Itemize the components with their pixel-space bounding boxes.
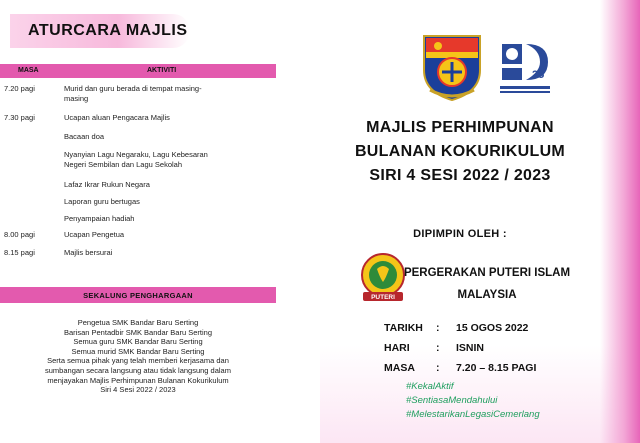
row-activity-line: Nyanyian Lagu Negaraku, Lagu Kebesaran <box>64 150 208 159</box>
row-activity-line: Laporan guru bertugas <box>64 197 140 206</box>
organizer-name <box>402 262 572 306</box>
row-activity <box>64 150 286 170</box>
row-activity <box>64 132 286 142</box>
row-activity <box>64 197 286 207</box>
row-activity <box>64 230 286 240</box>
row-activity-line: masing <box>64 94 89 103</box>
header-aktiviti: AKTIVITI <box>147 67 177 74</box>
organizer-line: PERGERAKAN PUTERI ISLAM <box>403 267 571 279</box>
hashtag: #KekalAktif <box>406 381 454 392</box>
row-activity-line: Murid dan guru berada di tempat masing- <box>64 84 202 93</box>
hashtag: #SentiasaMendahului <box>406 395 498 406</box>
row-activity <box>64 180 286 190</box>
event-title-line: BULANAN KOKURIKULUM <box>354 143 566 160</box>
schedule-header <box>0 64 276 78</box>
detail-colon: : <box>436 362 440 374</box>
anniversary-number: 25 <box>532 69 545 81</box>
row-activity-line: Lafaz Ikrar Rukun Negara <box>64 180 150 189</box>
pink-edge-band <box>600 0 640 443</box>
thanks-line: Barisan Pentadbir SMK Bandar Baru Serting <box>64 327 212 337</box>
row-time: 7.20 pagi <box>4 84 35 93</box>
header-masa: MASA <box>18 67 39 74</box>
thanks-line: Pengetua SMK Bandar Baru Serting <box>77 318 199 327</box>
organizer-line: MALAYSIA <box>457 289 517 301</box>
row-activity <box>64 113 286 123</box>
thanks-line: Siri 4 Sesi 2022 / 2023 <box>100 385 176 395</box>
detail-colon: : <box>436 342 440 354</box>
thanks-header: SEKALUNG PENGHARGAAN <box>0 287 276 303</box>
detail-value: ISNIN <box>456 342 485 354</box>
detail-key: TARIKH <box>384 322 423 334</box>
event-title-line: SIRI 4 SESI 2022 / 2023 <box>369 167 551 184</box>
schedule-title: ATURCARA MAJLIS <box>28 22 188 39</box>
row-activity <box>64 214 286 224</box>
row-activity <box>64 248 286 258</box>
event-title <box>320 116 600 188</box>
detail-key: MASA <box>384 362 415 374</box>
cover-panel <box>320 0 640 443</box>
thanks-line: Semua guru SMK Bandar Baru Serting <box>73 337 203 347</box>
thanks-list <box>0 318 276 395</box>
row-activity-line: Bacaan doa <box>64 132 105 141</box>
detail-colon: : <box>436 322 440 334</box>
detail-key: HARI <box>384 342 410 354</box>
thanks-line: menjayakan Majlis Perhimpunan Bulanan Kokurikulum <box>47 375 229 385</box>
detail-value: 15 OGOS 2022 <box>456 322 529 334</box>
row-activity-line: Negeri Sembilan dan Lagu Sekolah <box>64 160 182 169</box>
title-tab <box>10 14 190 48</box>
event-title-line: MAJLIS PERHIMPUNAN <box>366 119 554 136</box>
thanks-line: Semua murid SMK Bandar Baru Serting <box>71 346 205 356</box>
row-activity-line: Penyampaian hadiah <box>64 214 135 223</box>
row-time: 8.00 pagi <box>4 230 35 239</box>
detail-value: 7.20 – 8.15 PAGI <box>456 362 537 374</box>
row-time: 8.15 pagi <box>4 248 35 257</box>
thanks-line: sumbangan secara langsung atau tidak langsung dalam <box>45 365 231 375</box>
row-time: 7.30 pagi <box>4 113 35 122</box>
school-crest-logo <box>418 30 486 102</box>
row-activity-line: Majlis bersurai <box>64 248 113 257</box>
hashtag-list <box>406 380 540 422</box>
row-activity <box>64 84 286 104</box>
hashtag: #MelestarikanLegasiCemerlang <box>406 409 540 420</box>
led-by-label: DIPIMPIN OLEH : <box>413 228 507 240</box>
puteri-logo-label: PUTERI <box>371 294 395 301</box>
row-activity-line: Ucapan Pengetua <box>64 230 125 239</box>
thanks-line: Serta semua pihak yang telah memberi kerjasama dan <box>47 356 229 366</box>
anniversary-logo <box>492 36 558 98</box>
puteri-islam-logo <box>358 252 408 304</box>
row-activity-line: Ucapan aluan Pengacara Majlis <box>64 113 170 122</box>
